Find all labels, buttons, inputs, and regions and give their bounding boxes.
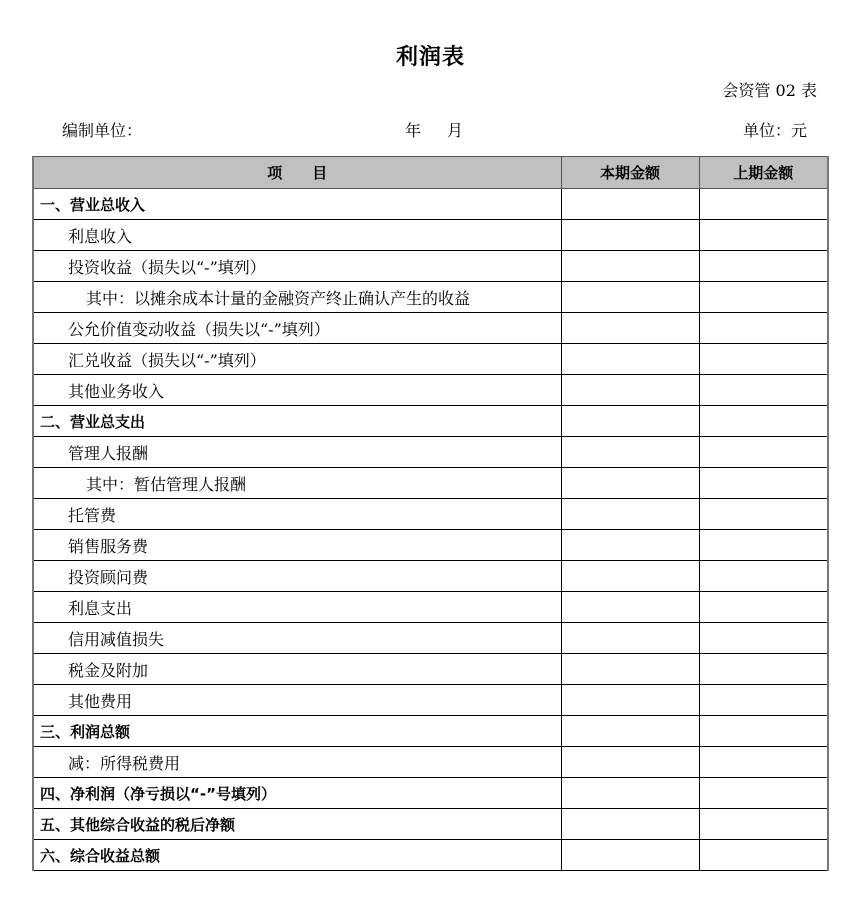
table-row (33, 592, 828, 623)
table-row (33, 251, 828, 282)
prior-period-amount-cell[interactable] (699, 530, 828, 561)
table-row (33, 468, 828, 499)
report-date (405, 118, 463, 141)
prior-period-amount-cell[interactable] (699, 623, 828, 654)
prior-period-amount-cell[interactable] (699, 406, 828, 437)
row-item-label: 其他业务收入 (33, 375, 561, 406)
current-period-amount-cell[interactable] (561, 747, 699, 778)
row-item-label: 利息支出 (33, 592, 561, 623)
current-period-amount-cell[interactable] (561, 623, 699, 654)
prior-period-amount-cell[interactable] (699, 840, 828, 871)
current-period-amount-cell[interactable] (561, 530, 699, 561)
prior-period-amount-cell[interactable] (699, 685, 828, 716)
prior-period-amount-cell[interactable] (699, 809, 828, 840)
table-row (33, 344, 828, 375)
row-item-label: 利息收入 (33, 220, 561, 251)
table-row (33, 499, 828, 530)
current-period-amount-cell[interactable] (561, 685, 699, 716)
current-period-amount-cell[interactable] (561, 406, 699, 437)
row-item-label: 信用减值损失 (33, 623, 561, 654)
prior-period-amount-cell[interactable] (699, 716, 828, 747)
table-row (33, 778, 828, 809)
preparer-label: 编制单位： (62, 121, 143, 140)
current-period-amount-cell[interactable] (561, 282, 699, 313)
current-period-amount-cell[interactable] (561, 561, 699, 592)
table-row (33, 809, 828, 840)
prior-period-amount-cell[interactable] (699, 189, 828, 220)
row-item-label: 其他费用 (33, 685, 561, 716)
prior-period-amount-cell[interactable] (699, 220, 828, 251)
table-row (33, 313, 828, 344)
row-item-label: 投资顾问费 (33, 561, 561, 592)
row-item-label: 托管费 (33, 499, 561, 530)
prior-period-amount-cell[interactable] (699, 747, 828, 778)
report-meta-row (0, 118, 861, 140)
table-row (33, 685, 828, 716)
row-item-label: 五、其他综合收益的税后净额 (33, 809, 561, 840)
row-item-label: 销售服务费 (33, 530, 561, 561)
year-label: 年 (405, 121, 422, 140)
prior-period-amount-cell[interactable] (699, 778, 828, 809)
row-item-label: 投资收益（损失以“-”填列） (33, 251, 561, 282)
prior-period-amount-cell[interactable] (699, 561, 828, 592)
table-row (33, 530, 828, 561)
form-code: 会资管 02 表 (722, 81, 817, 100)
header-prior-period: 上期金额 (699, 157, 828, 189)
row-item-label: 六、综合收益总额 (33, 840, 561, 871)
prior-period-amount-cell[interactable] (699, 313, 828, 344)
currency-unit-label: 单位：元 (742, 121, 807, 140)
header-current-period: 本期金额 (561, 157, 699, 189)
table-row (33, 654, 828, 685)
row-item-label: 管理人报酬 (33, 437, 561, 468)
current-period-amount-cell[interactable] (561, 375, 699, 406)
table-row (33, 840, 828, 871)
current-period-amount-cell[interactable] (561, 437, 699, 468)
prior-period-amount-cell[interactable] (699, 375, 828, 406)
row-item-label: 其中：暂估管理人报酬 (33, 468, 561, 499)
current-period-amount-cell[interactable] (561, 716, 699, 747)
prior-period-amount-cell[interactable] (699, 468, 828, 499)
current-period-amount-cell[interactable] (561, 809, 699, 840)
current-period-amount-cell[interactable] (561, 592, 699, 623)
row-item-label: 汇兑收益（损失以“-”填列） (33, 344, 561, 375)
report-title: 利润表 (395, 45, 465, 70)
current-period-amount-cell[interactable] (561, 499, 699, 530)
current-period-amount-cell[interactable] (561, 778, 699, 809)
current-period-amount-cell[interactable] (561, 220, 699, 251)
current-period-amount-cell[interactable] (561, 840, 699, 871)
row-item-label: 税金及附加 (33, 654, 561, 685)
table-row (33, 716, 828, 747)
table-row (33, 189, 828, 220)
table-row (33, 747, 828, 778)
income-statement-table (32, 156, 829, 871)
row-item-label: 四、净利润（净亏损以“-”号填列） (33, 778, 561, 809)
header-item: 项 目 (33, 157, 561, 189)
prior-period-amount-cell[interactable] (699, 499, 828, 530)
prior-period-amount-cell[interactable] (699, 654, 828, 685)
prior-period-amount-cell[interactable] (699, 592, 828, 623)
row-item-label: 二、营业总支出 (33, 406, 561, 437)
current-period-amount-cell[interactable] (561, 251, 699, 282)
table-row (33, 406, 828, 437)
table-row (33, 561, 828, 592)
prior-period-amount-cell[interactable] (699, 282, 828, 313)
table-header-row (33, 157, 828, 189)
prior-period-amount-cell[interactable] (699, 437, 828, 468)
table-row (33, 220, 828, 251)
table-row (33, 623, 828, 654)
table-row (33, 375, 828, 406)
prior-period-amount-cell[interactable] (699, 251, 828, 282)
current-period-amount-cell[interactable] (561, 313, 699, 344)
month-label: 月 (447, 121, 464, 140)
row-item-label: 三、利润总额 (33, 716, 561, 747)
current-period-amount-cell[interactable] (561, 654, 699, 685)
row-item-label: 其中：以摊余成本计量的金融资产终止确认产生的收益 (33, 282, 561, 313)
row-item-label: 一、营业总收入 (33, 189, 561, 220)
table-row (33, 437, 828, 468)
table-row (33, 282, 828, 313)
current-period-amount-cell[interactable] (561, 344, 699, 375)
row-item-label: 减：所得税费用 (33, 747, 561, 778)
prior-period-amount-cell[interactable] (699, 344, 828, 375)
current-period-amount-cell[interactable] (561, 468, 699, 499)
current-period-amount-cell[interactable] (561, 189, 699, 220)
row-item-label: 公允价值变动收益（损失以“-”填列） (33, 313, 561, 344)
